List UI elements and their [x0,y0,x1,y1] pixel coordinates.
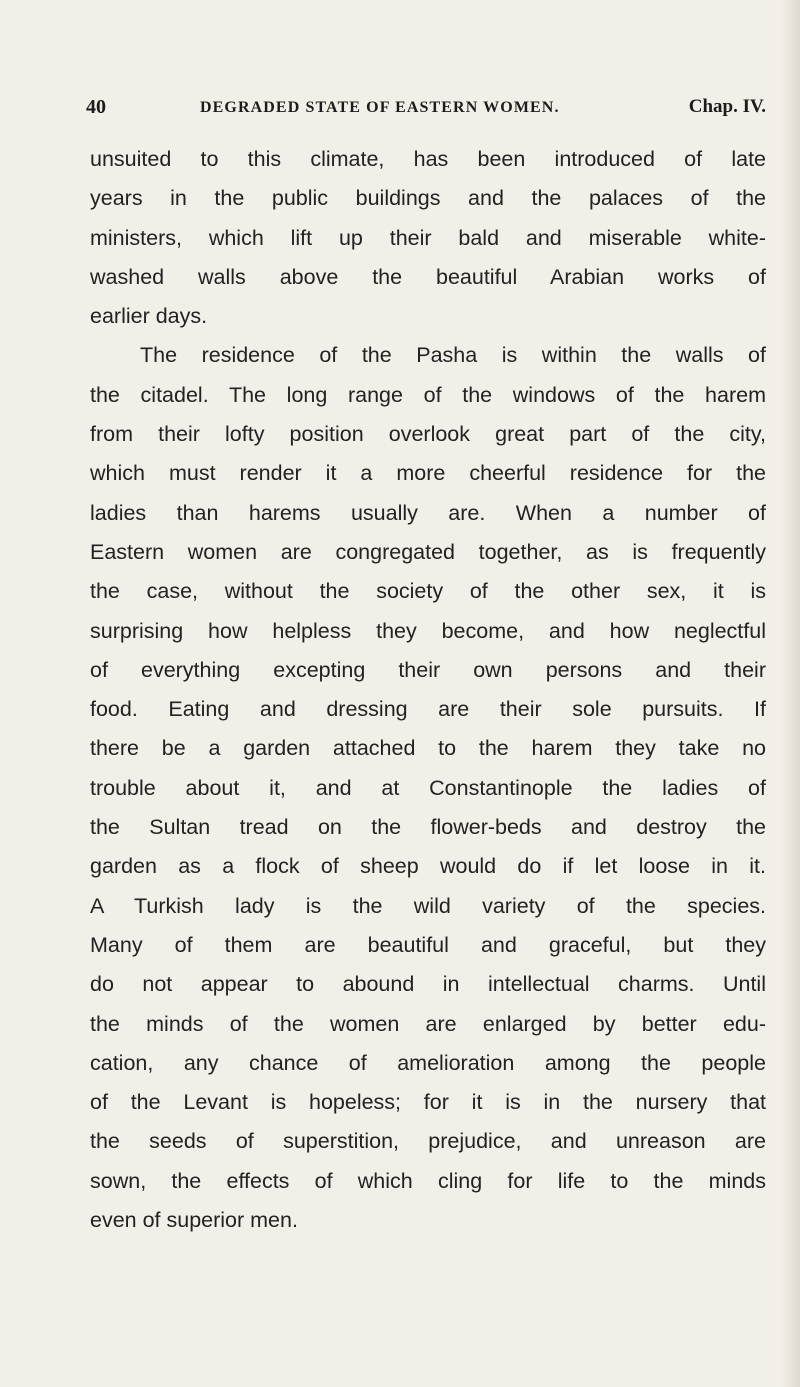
text-line: the minds of the women are enlarged by better edu- [90,1011,766,1036]
page-number: 40 [86,96,106,118]
text-line: of everything excepting their own persons and their [90,657,766,682]
text-line: even of superior men. [90,1208,298,1233]
text-line: surprising how helpless they become, and how neglectful [90,618,766,643]
text-line: ladies than harems usually are. When a number of [90,500,766,525]
page-header [86,95,766,119]
chapter-reference: Chap. IV. [688,96,766,117]
page-edge-shadow [782,0,800,1387]
text-line: A Turkish lady is the wild variety of the species. [90,893,766,918]
text-line: Many of them are beautiful and graceful, but they [90,932,766,957]
text-line: unsuited to this climate, has been introduced of late [90,147,766,171]
text-line: Eastern women are congregated together, as is frequently [90,539,766,564]
text-line: of the Levant is hopeless; for it is in the nursery that [90,1090,766,1115]
text-line: The residence of the Pasha is within the walls of [140,343,766,368]
text-line: from their lofty position overlook great part of the city, [90,422,766,447]
text-line: food. Eating and dressing are their sole pursuits. If [90,697,766,722]
text-line: years in the public buildings and the palaces of the [90,186,766,211]
text-line: washed walls above the beautiful Arabian works of [90,264,766,289]
text-line: sown, the effects of which cling for life to the minds [90,1168,766,1193]
text-line: the Sultan tread on the flower-beds and destroy the [90,815,766,840]
body-text [90,140,766,1240]
running-title: DEGRADED STATE OF EASTERN WOMEN. [200,99,560,116]
text-line: the seeds of superstition, prejudice, and unreason are [90,1129,766,1154]
text-line: earlier days. [90,304,208,329]
text-line: the citadel. The long range of the windows of the harem [90,382,766,407]
text-line: cation, any chance of amelioration among the people [90,1050,766,1075]
text-line: trouble about it, and at Constantinople the ladies of [90,775,766,800]
text-line: there be a garden attached to the harem they take no [90,736,766,761]
text-line: garden as a flock of sheep would do if let loose in it. [90,854,766,879]
text-line: do not appear to abound in intellectual charms. Until [90,972,766,997]
text-line: the case, without the society of the other sex, it is [90,579,766,604]
text-line: which must render it a more cheerful residence for the [90,461,766,486]
text-line: ministers, which lift up their bald and miserable white- [90,225,766,250]
